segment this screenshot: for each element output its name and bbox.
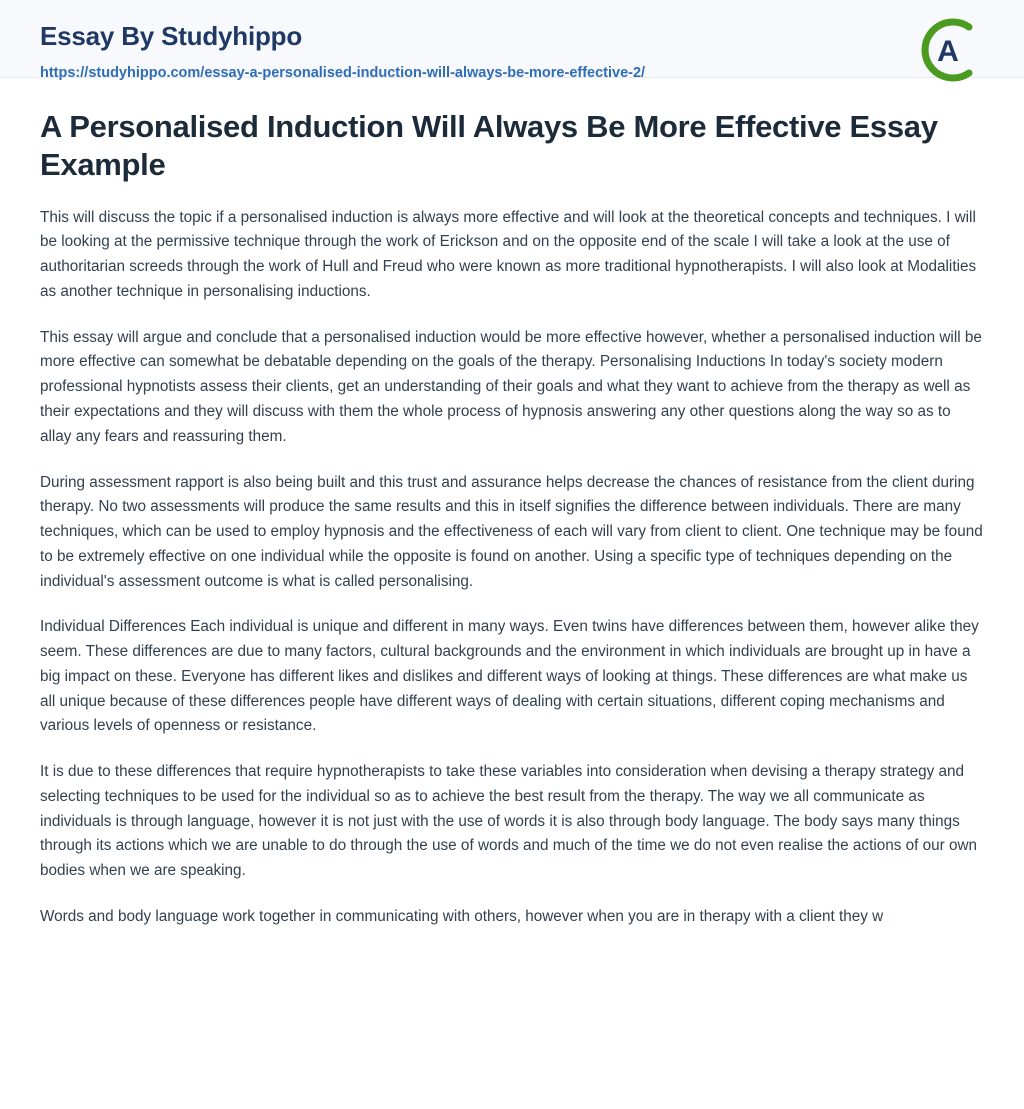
page-header [0,0,1024,81]
paragraph: This essay will argue and conclude that a personalised induction would be more effective however, whether a personalised induction will be more effective can somewhat be debatable depending on the goals of the therapy. Personalising Inductions In today's society modern professional hypnotists assess their clients, get an understanding of their goals and what they want to achieve from the therapy as well as their expectations and they will discuss with them the whole process of hypnosis answering any other questions along the way so as to allay any fears and reassuring them. [40,328,982,445]
paragraph: Individual Differences Each individual is unique and different in many ways. Even twins have differences between them, however alike they seem. These differences are due to many factors, cultural backgrounds and the environment in which individuals are brought up in have a big impact on these. Everyone has different likes and dislikes and different ways of looking at things. These differences are what make us all unique because of these differences people have different ways of dealing with certain situations, different coping mechanisms and various levels of openness or resistance. [40,618,979,735]
page-title: A Personalised Induction Will Always Be More Effective Essay Example [40,109,938,182]
source-url[interactable]: https://studyhippo.com/essay-a-personalised-induction-will-always-be-more-effective-2/ [40,64,646,81]
site-title: Essay By Studyhippo [40,21,303,51]
studyhippo-logo-icon [908,14,980,86]
svg-text:A: A [937,35,959,68]
paragraph: Words and body language work together in communicating with others, however when you are in therapy with a client they w [40,908,884,925]
article-body [0,78,1024,970]
paragraph: This will discuss the topic if a personalised induction is always more effective and will look at the theoretical concepts and techniques. I will be looking at the permissive technique through the work of Erickson and on the opposite end of the scale I will take a look at the use of authoritarian screeds through the work of Hull and Freud who were known as more traditional hypnotherapists. I will also look at Modalities as another technique in personalising inductions. [40,208,977,300]
paragraph: It is due to these differences that require hypnotherapists to take these variables into consideration when devising a therapy strategy and selecting techniques to be used for the individual so as to achieve the best result from the therapy. The way we all communicate as individuals is through language, however it is not just with the use of words it is also through body language. The body says many things through its actions which we are unable to do through the use of words and much of the time we do not even realise the actions of our own bodies when we are speaking. [40,763,978,880]
paragraph: During assessment rapport is also being built and this trust and assurance helps decrease the chances of resistance from the client during therapy. No two assessments will produce the same results and this in itself signifies the difference between individuals. There are many techniques, which can be used to employ hypnosis and the effectiveness of each will vary from client to client. One technique may be found to be extremely effective on one individual while the opposite is found on another. Using a specific type of techniques depending on the individual's assessment outcome is what is called personalising. [40,473,983,590]
